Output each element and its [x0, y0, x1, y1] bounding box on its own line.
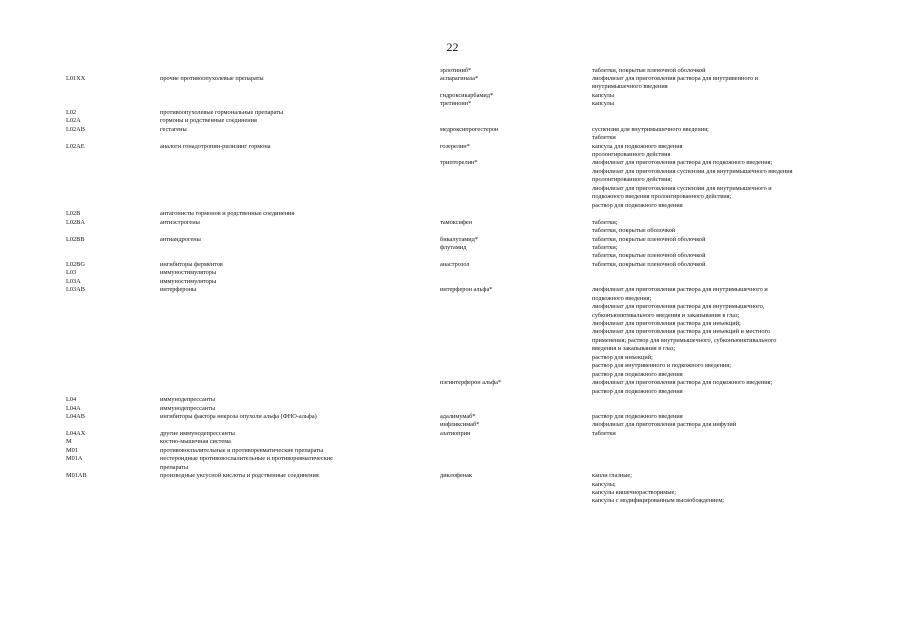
group-name: иммунодепрессанты: [160, 396, 216, 403]
dosage-form: лиофилизат для приготовления суспензии для внутримышечного введения: [592, 167, 793, 175]
dosage-form: лиофилизат для приготовления раствора для инъекций и местного: [592, 328, 771, 336]
dosage-form: таблетки: [592, 429, 616, 437]
atc-code: L04AB: [66, 412, 85, 420]
dosage-form: раствор для инъекций;: [592, 353, 653, 361]
drug-name: интерферон альфа*: [440, 286, 493, 294]
dosage-form: капсулы кишечнорастворимые;: [592, 489, 677, 496]
atc-code: L02AE: [66, 142, 85, 150]
drug-name: адалимумаб*: [440, 412, 476, 420]
drug-name: азатиоприн: [440, 429, 471, 437]
dosage-form: раствор для подкожного введения: [592, 387, 683, 395]
atc-code: L02BG: [66, 260, 85, 268]
atc-code: M01: [66, 446, 78, 454]
group-name: другие иммунодепрессанты: [160, 429, 235, 437]
dosage-form: раствор для подкожного введения: [592, 201, 683, 209]
dosage-form: суспензия для внутримышечного введения;: [592, 125, 709, 133]
dosage-form: лиофилизат для приготовления раствора для внутривенного и: [592, 75, 758, 82]
page-number: 22: [446, 40, 459, 54]
atc-code: L02A: [66, 117, 81, 125]
dosage-form: введения и закапывания в глаз;: [592, 345, 676, 353]
atc-code: L02BA: [66, 218, 85, 226]
dosage-form: таблетки;: [592, 218, 618, 226]
drug-name: инфликсимаб*: [440, 421, 480, 429]
drug-name: пэгинтерферон альфа*: [440, 379, 502, 387]
dosage-form: подкожного введения пролонгированного действия;: [592, 193, 732, 201]
drug-name: анастрозол: [440, 260, 470, 268]
dosage-form: таблетки: [592, 134, 616, 142]
dosage-form: лиофилизат для приготовления раствора для внутримышечного,: [592, 303, 765, 311]
dosage-form: лиофилизат для приготовления раствора для инфузий: [592, 421, 737, 429]
atc-code: L03AB: [66, 286, 85, 294]
drug-name: флутамид: [440, 243, 467, 251]
group-name: противовоспалительные и противоревматические препараты: [160, 446, 324, 454]
atc-code: L04AX: [66, 429, 86, 437]
dosage-form: лиофилизат для приготовления раствора для подкожного введения;: [592, 159, 773, 167]
drug-name: эрлотиниб*: [440, 66, 472, 74]
group-name: гестагены: [160, 125, 187, 133]
atc-code: L03: [66, 269, 77, 277]
dosage-form: субконъюнктивального введения и закапывания в глаз;: [592, 311, 740, 319]
group-name: костно-мышечная система: [160, 438, 231, 446]
dosage-form: капли глазные;: [592, 472, 632, 480]
dosage-form: таблетки, покрытые пленочной оболочкой: [592, 235, 706, 243]
dosage-form: таблетки, покрытые пленочной оболочкой: [592, 252, 706, 260]
group-name: иммуностимуляторы: [160, 277, 217, 285]
group-name: антагонисты гормонов и родственные соединения: [160, 210, 295, 218]
dosage-form: раствор для внутривенного и подкожного введения;: [592, 362, 731, 370]
dosage-form: лиофилизат для приготовления раствора для инъекций;: [592, 320, 741, 327]
group-name: аналоги гонадотропин-рилизинг гормона: [160, 142, 271, 150]
atc-code: L04: [66, 396, 77, 403]
atc-code: M01A: [66, 455, 83, 463]
dosage-form: капсулы: [592, 91, 615, 99]
atc-code: L02B: [66, 210, 81, 218]
dosage-form: капсула для подкожного введения: [592, 142, 683, 150]
drug-name: аспарагиназа*: [440, 75, 479, 82]
dosage-form: таблетки, покрытые оболочкой: [592, 227, 676, 234]
group-name: иммунодепрессанты: [160, 404, 216, 412]
drug-name: гозерелин*: [440, 142, 470, 150]
dosage-form: капсулы: [592, 100, 615, 108]
dosage-form: пролонгированного действия;: [592, 176, 673, 184]
dosage-form: таблетки;: [592, 243, 618, 251]
dosage-form: раствор для подкожного введения: [592, 412, 683, 420]
group-name: прочие противоопухолевые препараты: [160, 75, 264, 82]
drug-name: диклофенак: [440, 472, 473, 480]
atc-code: M: [66, 438, 72, 446]
group-name: антиандрогены: [160, 235, 201, 243]
group-name: ингибиторы ферментов: [160, 260, 223, 268]
drug-name: третиноин*: [440, 100, 472, 108]
atc-code: L03A: [66, 277, 81, 285]
dosage-form: раствор для подкожного введения: [592, 370, 683, 378]
group-name: препараты: [160, 463, 189, 471]
drug-name: трипторелин*: [440, 159, 478, 167]
dosage-form: применения; раствор для внутримышечного, субконъюнктивального: [592, 336, 777, 344]
group-name: интерфероны: [160, 286, 197, 294]
atc-code: M01AB: [66, 472, 87, 480]
dosage-form: таблетки, покрытые пленочной оболочкой: [592, 260, 706, 268]
group-name: иммуностимуляторы: [160, 269, 217, 277]
atc-code: L01XX: [66, 75, 86, 82]
dosage-form: пролонгированного действия: [592, 151, 671, 158]
dosage-form: лиофилизат для приготовления раствора для подкожного введения;: [592, 379, 773, 387]
drug-name: медроксипрогестерон: [440, 125, 499, 133]
dosage-form: внутримышечного введения: [592, 83, 668, 91]
group-name: нестероидные противовоспалительные и противоревматические: [160, 455, 333, 463]
group-name: ингибиторы фактора некроза опухоли альфа (ФНО-альфа): [160, 412, 317, 420]
atc-code: L02: [66, 108, 77, 116]
drug-name: гидроксикарбамид*: [440, 91, 494, 99]
group-name: антиэстрогены: [160, 218, 200, 226]
group-name: производные уксусной кислоты и родственные соединения: [160, 472, 319, 480]
dosage-form: лиофилизат для приготовления суспензии для внутримышечного и: [592, 184, 772, 192]
dosage-form: капсулы;: [592, 480, 616, 488]
atc-code: L02BB: [66, 235, 85, 243]
dosage-form: лиофилизат для приготовления раствора для внутримышечного и: [592, 286, 768, 294]
group-name: гормоны и родственные соединения: [160, 117, 257, 125]
atc-code: L04A: [66, 404, 81, 412]
atc-code: L02AB: [66, 125, 85, 133]
group-name: противоопухолевые гормональные препараты: [160, 108, 284, 116]
dosage-form: таблетки, покрытые пленочной оболочкой: [592, 66, 706, 74]
dosage-form: подкожного введения;: [592, 294, 652, 302]
drug-name: бикалутамид*: [440, 235, 479, 243]
dosage-form: капсулы с модифицированным высвобождением;: [592, 497, 725, 505]
drug-name: тамоксифен: [440, 218, 473, 226]
